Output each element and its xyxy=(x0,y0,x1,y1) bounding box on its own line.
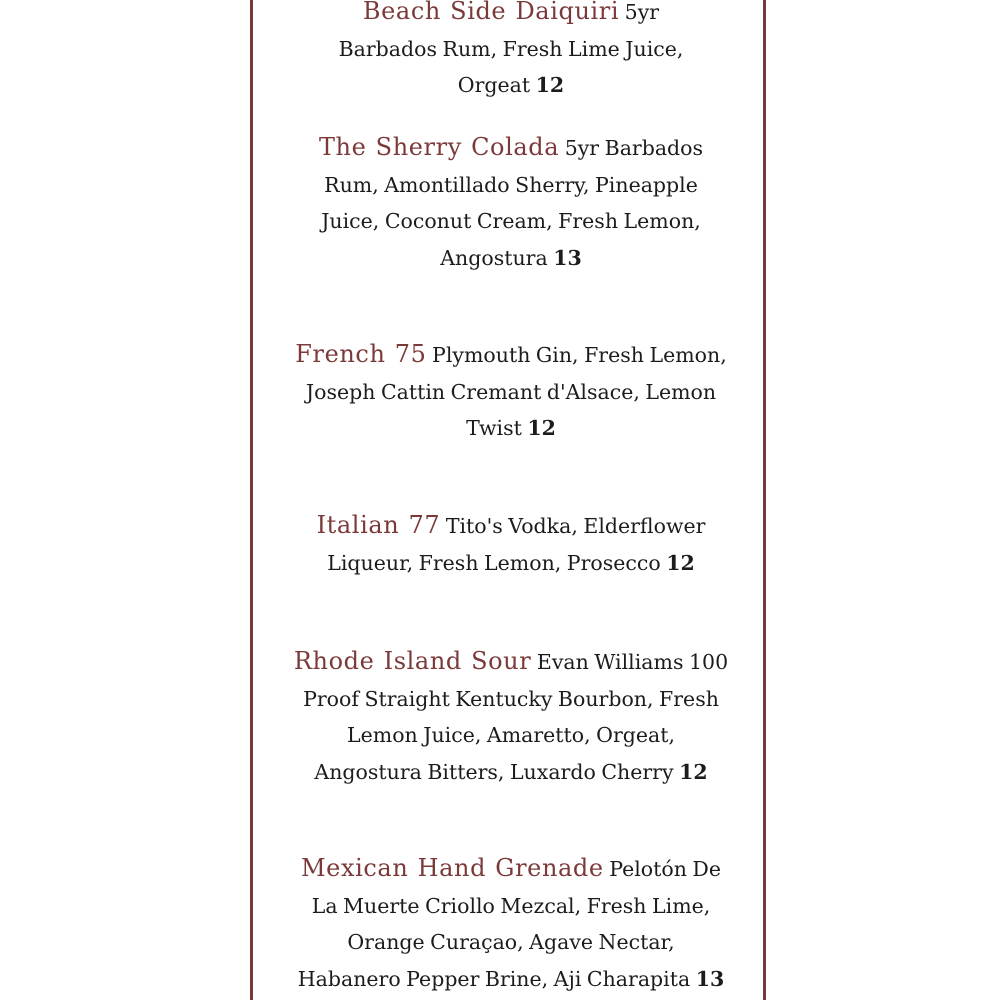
cocktail-menu-panel xyxy=(250,0,766,1000)
menu-item-description: Plymouth Gin, Fresh Lemon, Joseph Cattin Cremant d'Alsace, Lemon Twist xyxy=(305,343,727,440)
menu-item-price: 13 xyxy=(553,245,582,270)
menu-item-name: Mexican Hand Grenade xyxy=(300,854,604,882)
menu-item-name: Italian 77 xyxy=(316,511,441,539)
menu-item-description: Tito's Vodka, Elderflower Liqueur, Fresh Lemon, Prosecco xyxy=(327,514,706,575)
menu-item-name: Beach Side Daiquiri xyxy=(362,0,620,25)
menu-item-price: 12 xyxy=(535,73,565,97)
menu-item-price: 12 xyxy=(666,550,695,575)
menu-item-rhode-island-sour xyxy=(253,643,769,790)
menu-item-description: Pelotón De La Muerte Criollo Mezcal, Fresh Lime, Orange Curaçao, Agave Nectar, Habanero Pepper Brine, Aji Charapita xyxy=(297,857,721,991)
menu-item-description: Evan Williams 100 Proof Straight Kentucky Bourbon, Fresh Lemon Juice, Amaretto, Orgeat, Angostura Bitters, Luxardo Cherry xyxy=(303,650,729,784)
menu-item-price: 13 xyxy=(695,966,725,991)
menu-item-name: The Sherry Colada xyxy=(318,133,560,161)
menu-item-name: French 75 xyxy=(295,340,427,368)
menu-item-french-75 xyxy=(253,336,769,447)
menu-item-price: 12 xyxy=(527,416,556,440)
menu-item-italian-77 xyxy=(253,507,769,581)
menu-item-beach-side-daiquiri xyxy=(253,0,769,104)
menu-item-the-sherry-colada xyxy=(253,129,769,276)
menu-item-mexican-hand-grenade xyxy=(253,850,769,997)
menu-item-description: 5yr Barbados Rum, Amontillado Sherry, Pineapple Juice, Coconut Cream, Fresh Lemon, Angostura xyxy=(321,136,704,270)
menu-item-price: 12 xyxy=(679,759,708,784)
menu-item-description: 5yr Barbados Rum, Fresh Lime Juice, Orgeat xyxy=(338,0,684,97)
menu-item-name: Rhode Island Sour xyxy=(293,647,532,675)
